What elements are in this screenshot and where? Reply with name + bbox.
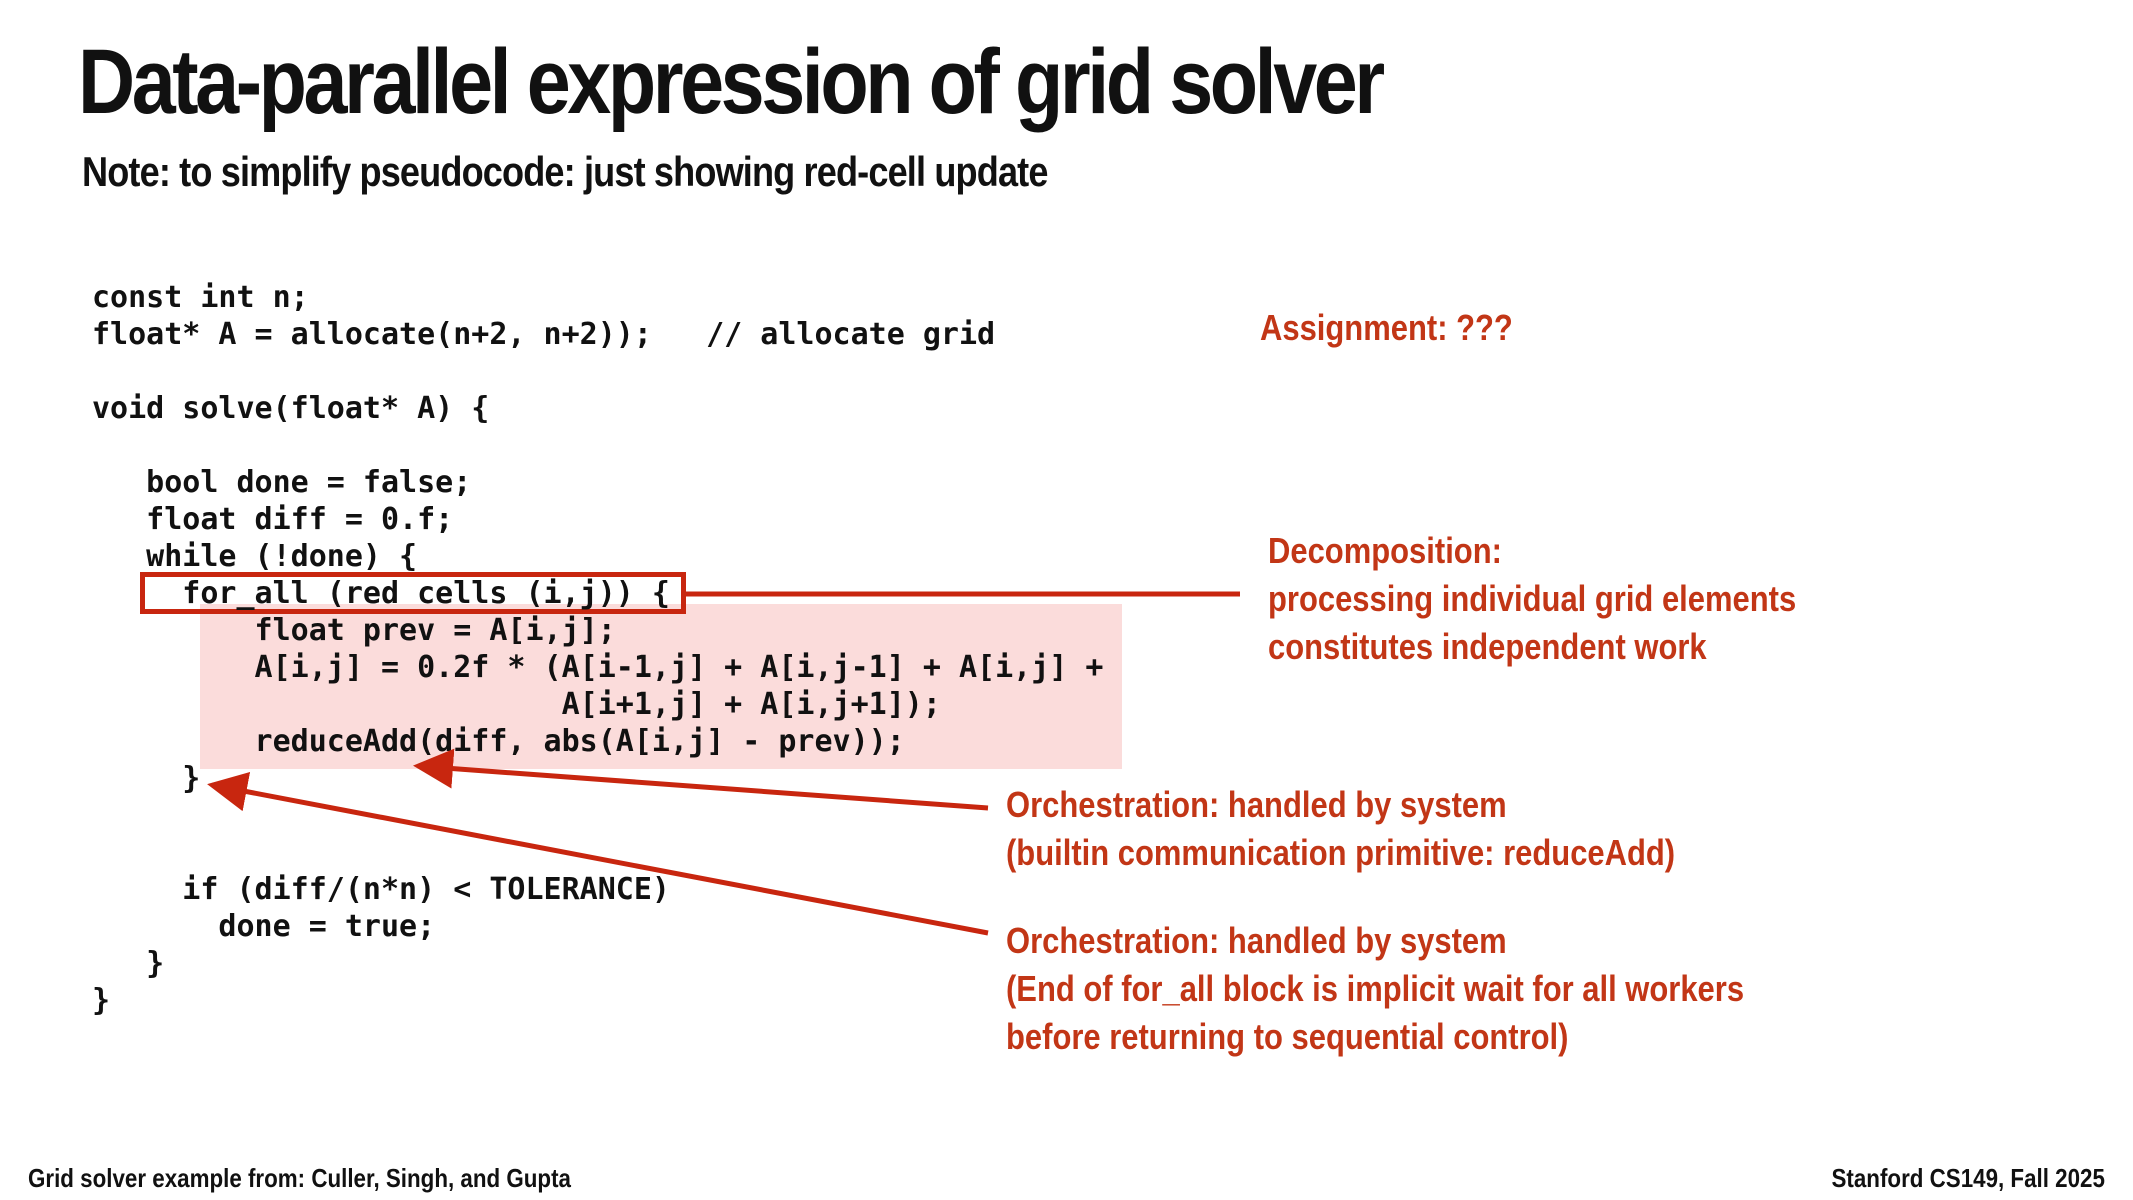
footer-credit: Grid solver example from: Culler, Singh, and Gupta — [28, 1163, 571, 1193]
code-line: while (!done) { — [92, 539, 418, 574]
code-line: float* A = allocate(n+2, n+2)); // allocate grid — [92, 317, 996, 352]
code-line: for_all (red cells (i,j)) { — [92, 576, 670, 611]
decomposition-note-heading: Decomposition: — [1268, 530, 1502, 571]
orchestration-reduce-heading: Orchestration: handled by system — [1006, 784, 1507, 825]
code-line: A[i+1,j] + A[i,j+1]); — [92, 687, 941, 722]
code-line: float diff = 0.f; — [92, 502, 454, 537]
slide-subtitle: Note: to simplify pseudocode: just showing red-cell update — [82, 148, 1048, 195]
code-line: bool done = false; — [92, 465, 472, 500]
code-line: void solve(float* A) { — [92, 391, 490, 426]
orchestration-reduce-line: (builtin communication primitive: reduceAdd) — [1006, 832, 1676, 873]
orchestration-wait-line: before returning to sequential control) — [1006, 1016, 1569, 1057]
assignment-note: Assignment: ??? — [1260, 307, 1513, 348]
decomposition-note-line: processing individual grid elements — [1268, 578, 1797, 619]
code-line: done = true; — [92, 909, 436, 944]
code-line: if (diff/(n*n) < TOLERANCE) — [92, 872, 670, 907]
code-line: A[i,j] = 0.2f * (A[i-1,j] + A[i,j-1] + A[i,j] + — [92, 650, 1104, 685]
reduce-arrow — [418, 766, 988, 808]
code-line: } — [92, 761, 201, 796]
code-line: float prev = A[i,j]; — [92, 613, 616, 648]
code-line: reduceAdd(diff, abs(A[i,j] - prev)); — [92, 724, 905, 759]
code-line: } — [92, 946, 165, 981]
footer-course: Stanford CS149, Fall 2025 — [1831, 1163, 2105, 1193]
code-line: const int n; — [92, 280, 309, 315]
orchestration-wait-heading: Orchestration: handled by system — [1006, 920, 1507, 961]
code-line: } — [92, 983, 111, 1018]
wait-arrow — [212, 785, 988, 933]
decomposition-note-line: constitutes independent work — [1268, 626, 1707, 667]
orchestration-wait-line: (End of for_all block is implicit wait for all workers — [1006, 968, 1745, 1009]
slide-title: Data-parallel expression of grid solver — [78, 31, 1382, 133]
